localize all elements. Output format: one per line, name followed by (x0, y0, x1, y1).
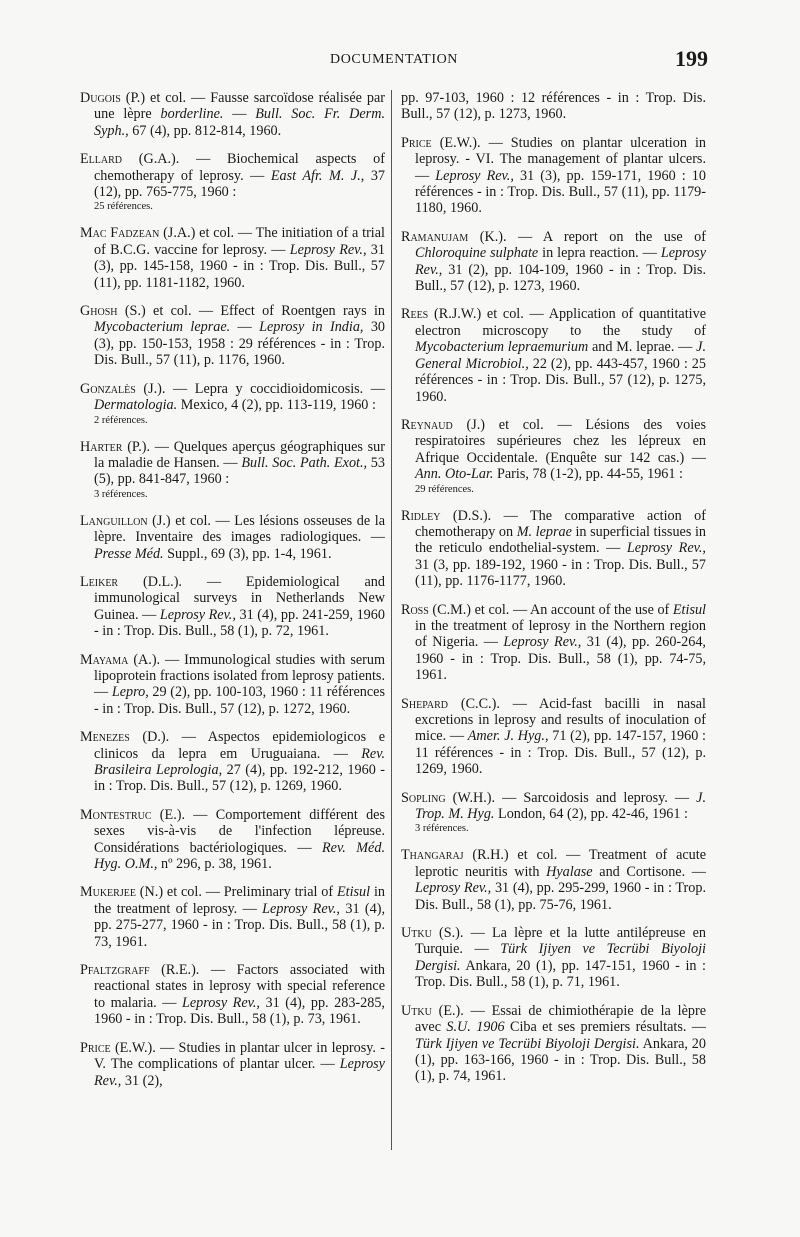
entry-details: 53 (5), pp. 841-847, 1960 : (94, 454, 385, 488)
entry-text: — (223, 106, 256, 123)
entry-italic-title: Mycobacterium leprae. (94, 319, 231, 336)
entry-author: Leiker (80, 573, 119, 590)
entry-journal: Ann. Oto-Lar. (415, 466, 494, 483)
entry-author: Mac Fadzean (80, 225, 160, 242)
entry-text: (J.). — Lepra y coccidioidomicosis. — (135, 380, 385, 397)
page-number: 199 (675, 46, 708, 71)
entry-author: Ghosh (80, 303, 118, 320)
entry-author: Sopling (401, 789, 446, 806)
entry-journal: Leprosy Rev., (503, 634, 582, 651)
entry-reference-count: 2 références. (94, 414, 148, 426)
entry-text: (R.H.) et col. — Treatment of acute leprotic neuritis with (415, 847, 706, 880)
entry-italic-title: Chloroquine sulphate (415, 245, 539, 262)
entry-text: (S.). — La lèpre et la lutte antilépreuse en Turquie. — (415, 925, 706, 958)
right-column (401, 90, 706, 1097)
entry-italic-title: Etisul (336, 884, 371, 901)
entry-author: Utku (401, 925, 432, 942)
entry-text: (R.J.W.) et col. — Application of quantitative electron microscopy to the study of (415, 306, 706, 339)
entry-author: Ridley (401, 507, 441, 524)
entry-journal: J. General Microbiol., (415, 339, 706, 372)
entry-text: (J.) et col. — Lésions des voies respiratoires supérieures chez les lépreux en Afrique Occidentale. (Enquête sur 142 cas.) — (415, 416, 706, 466)
bibliography-entry (401, 1003, 706, 1085)
entry-text: — (230, 319, 260, 336)
bibliography-entry (401, 508, 706, 590)
bibliography-entry (80, 652, 385, 718)
entry-text: (S.) et col. — Effect of Roentgen rays in (117, 303, 385, 320)
entry-text: (K.). — A report on the use of (468, 228, 706, 245)
entry-details: 31 (4), pp. 275-277, 1960 - in : Trop. Dis. Bull., 58 (1), p. 73, 1961. (94, 900, 385, 950)
entry-details: 31 (3), pp. 159-171, 1960 : 10 références - in : Trop. Dis. Bull., 57 (11), pp. 1179-1180, 1960. (415, 167, 706, 217)
entry-text: (C.M.) et col. — An account of the use of (428, 601, 673, 618)
entry-details: Paris, 78 (1-2), pp. 44-55, 1961 : (493, 466, 683, 483)
entry-author: Harter (80, 438, 123, 455)
entry-journal: Bull. Soc. Fr. Derm. Syph., (94, 106, 385, 139)
entry-details: nº 296, p. 38, 1961. (157, 856, 272, 873)
entry-author: Price (80, 1039, 111, 1056)
entry-text: (E.). — Essai de chimiothérapie de la lèpre avec (415, 1002, 706, 1036)
left-column (80, 90, 385, 1101)
entry-details: London, 64 (2), pp. 42-46, 1961 : (494, 806, 688, 823)
page-header (80, 46, 708, 76)
entry-journal: Türk Ijiyen ve Tecrübi Biyoloji Dergisi. (415, 941, 706, 974)
bibliography-entry (401, 90, 706, 123)
entry-text: (J.) et col. — Les lésions osseuses de la lèpre. Inventaire des images radiologiques. — (94, 512, 385, 546)
entry-details: 31 (3, pp. 189-192, 1960 - in : Trop. Dis. Bull., 57 (11), pp. 1176-1177, 1960. (415, 556, 706, 590)
entry-details: Suppl., 69 (3), pp. 1-4, 1961. (163, 545, 332, 562)
entry-journal: Amer. J. Hyg., (467, 728, 549, 745)
entry-italic-title: S.U. 1906 (446, 1019, 505, 1036)
entry-author: Rees (401, 306, 429, 323)
bibliography-entry (80, 151, 385, 213)
entry-journal: Leprosy Rev., (626, 540, 706, 557)
entry-text: and M. leprae. — (588, 339, 697, 356)
bibliography-entry (80, 807, 385, 873)
entry-details: Ankara, 20 (1), pp. 163-166, 1960 - in : Trop. Dis. Bull., 58 (1), p. 74, 1961. (415, 1035, 706, 1085)
entry-author: Reynaud (401, 416, 453, 433)
bibliography-entry (80, 513, 385, 562)
bibliography-entry (80, 381, 385, 427)
entry-author: Languillon (80, 512, 148, 529)
entry-journal: Rev. Méd. Hyg. O.M., (94, 839, 385, 873)
entry-details: 31 (4), pp. 241-259, 1960 - in : Trop. Dis. Bull., 58 (1), p. 72, 1961. (94, 606, 385, 640)
entry-details: 71 (2), pp. 147-157, 1960 : 11 références - in : Trop. Dis. Bull., 57 (12), p. 1269, 1960. (415, 728, 707, 778)
bibliography-entry (80, 574, 385, 640)
entry-text: and Cortisone. — (592, 863, 706, 880)
entry-text: (N.) et col. — Preliminary trial of (135, 884, 337, 901)
entry-italic-title: Etisul (672, 601, 706, 618)
entry-journal: Leprosy Rev., (94, 1056, 385, 1089)
entry-text: (D.). — Aspectos epidemiologicos e clinicos da lepra em Uruguaiana. — (94, 729, 385, 762)
bibliography-entry (80, 303, 385, 369)
entry-journal: Lepro, (111, 684, 149, 701)
entry-text: (D.S.). — The comparative action of chemotherapy on (415, 507, 706, 540)
entry-journal: Leprosy Rev., (181, 994, 260, 1011)
bibliography-entry (80, 729, 385, 795)
entry-text: (G.A.). — Biochemical aspects of chemotherapy of leprosy. — (94, 151, 385, 184)
bibliography-entry (80, 962, 385, 1028)
entry-details: 31 (4), pp. 283-285, 1960 - in : Trop. Dis. Bull., 58 (1), p. 73, 1961. (94, 994, 385, 1028)
bibliography-entry (401, 229, 706, 295)
entry-journal: Leprosy Rev., (415, 245, 707, 278)
entry-text: (P.) et col. — Fausse sarcoïdose réalisée par une lèpre (94, 90, 385, 123)
bibliography-entry (80, 90, 385, 139)
entry-author: Pfaltzgraff (80, 962, 150, 979)
entry-details: 31 (4), pp. 260-264, 1960 - in : Trop. Dis. Bull., 58 (1), pp. 74-75, 1961. (415, 634, 706, 684)
entry-details: 31 (4), pp. 295-299, 1960 - in : Trop. Dis. Bull., 58 (1), pp. 75-76, 1961. (415, 880, 706, 913)
entry-italic-title: M. leprae (516, 523, 572, 540)
entry-journal: J. Trop. M. Hyg. (415, 789, 706, 823)
entry-details: 27 (4), pp. 192-212, 1960 - in : Trop. Dis. Bull., 57 (12), p. 1269, 1960. (94, 762, 386, 795)
entry-text: in superficial tissues in the reticulo endothelial-system. — (415, 523, 706, 557)
bibliography-entry (80, 225, 385, 291)
entry-author: Price (401, 134, 432, 151)
entry-text: (A.). — Immunological studies with serum lipoprotein fractions isolated from leprosy patients. — (94, 651, 385, 701)
entry-reference-count: 25 références. (94, 201, 153, 213)
entry-italic-title: Hyalase (546, 863, 593, 880)
entry-text: in lepra reaction. — (538, 245, 661, 262)
bibliography-entry (80, 884, 385, 950)
entry-details: 37 (12), pp. 765-775, 1960 : (94, 167, 386, 201)
entry-journal: Leprosy Rev., (262, 900, 340, 917)
entry-text: in the treatment of leprosy in the Northern region of Nigeria. — (415, 617, 706, 651)
entry-text: (D.L.). — Epidemiological and immunological surveys in Netherlands New Guinea. — (94, 573, 385, 623)
entry-text: (E.). — Comportement différent des sexes vis-à-vis de l'infection lépreuse. Considérations bactériologiques. — (94, 806, 385, 856)
bibliography-entry (401, 417, 706, 496)
entry-author: Ramanujam (401, 228, 469, 245)
entry-text: (E.W.). — Studies in plantar ulcer in leprosy. - V. The complications of plantar ulcer. — (94, 1039, 385, 1073)
entry-details: Mexico, 4 (2), pp. 113-119, 1960 : (177, 397, 376, 414)
entry-journal: Leprosy Rev., (159, 606, 236, 623)
entry-text: pp. 97-103, 1960 : 12 références - in : Trop. Dis. Bull., 57 (12), p. 1273, 1960. (401, 90, 706, 123)
bibliography-entry (401, 602, 706, 684)
entry-journal: Rev. Brasileira Leprologia, (94, 745, 385, 778)
entry-italic-title: Mycobacterium lepraemurium (415, 339, 589, 356)
entry-author: Thangaraj (401, 847, 464, 864)
entry-author: Ellard (80, 151, 122, 168)
running-title: DOCUMENTATION (330, 52, 459, 67)
entry-journal: Presse Méd. (94, 545, 164, 562)
bibliography-entry (401, 925, 706, 991)
entry-journal: Bull. Soc. Path. Exot., (241, 454, 368, 471)
entry-text: (C.C.). — Acid-fast bacilli in nasal excretions in leprosy and results of inoculation of mice. — (415, 695, 706, 745)
entry-author: Gonzalès (80, 380, 136, 397)
entry-journal: Dermatologia. (94, 397, 178, 414)
entry-text: (J.A.) et col. — The initiation of a trial of B.C.G. vaccine for leprosy. — (94, 225, 385, 258)
bibliography-entry (401, 306, 706, 404)
entry-reference-count: 29 références. (415, 483, 474, 495)
column-divider (391, 90, 392, 1150)
bibliography-entry (80, 1040, 385, 1089)
entry-details: 67 (4), pp. 812-814, 1960. (128, 122, 282, 139)
entry-journal: Leprosy Rev., (435, 167, 514, 184)
entry-text: (R.E.). — Factors associated with reactional states in leprosy with special reference to malaria. — (94, 962, 385, 1011)
entry-text: (E.W.). — Studies on plantar ulceration in leprosy. - VI. The management of plantar ulcers. — (415, 134, 706, 184)
entry-reference-count: 3 références. (415, 823, 469, 835)
entry-journal: Leprosy Rev., (289, 241, 367, 258)
bibliography-entry (80, 439, 385, 501)
bibliography-entry (401, 847, 706, 913)
entry-details: 31 (2), (121, 1072, 163, 1089)
entry-author: Shepard (401, 695, 448, 712)
entry-author: Mayama (80, 651, 129, 668)
entry-journal: East Afr. M. J., (270, 167, 365, 184)
entry-reference-count: 3 références. (94, 488, 148, 500)
entry-text: Ciba et ses premiers résultats. — (504, 1019, 706, 1036)
bibliography-entry (401, 696, 706, 778)
entry-details: 29 (2), pp. 100-103, 1960 : 11 références - in : Trop. Dis. Bull., 57 (12), p. 1272, 1960. (94, 684, 386, 717)
entry-text: in the treatment of leprosy. — (94, 884, 385, 917)
entry-journal: Leprosy in India, (259, 319, 364, 336)
entry-author: Dugois (80, 90, 121, 106)
entry-journal: Türk Ijiyen ve Tecrübi Biyoloji Dergisi. (415, 1035, 640, 1052)
entry-details: 31 (3), pp. 145-158, 1960 - in : Trop. Dis. Bull., 57 (11), pp. 1181-1182, 1960. (94, 241, 385, 291)
entry-author: Ross (401, 601, 429, 618)
entry-details: 22 (2), pp. 443-457, 1960 : 25 références - in : Trop. Dis. Bull., 57 (12), p. 1275, 1960. (415, 355, 706, 405)
entry-text: (W.H.). — Sarcoidosis and leprosy. — (445, 789, 697, 806)
entry-author: Mukerjee (80, 884, 136, 901)
bibliography-entry (401, 135, 706, 217)
entry-author: Utku (401, 1002, 432, 1019)
entry-author: Montestruc (80, 806, 152, 823)
entry-text: (P.). — Quelques aperçus géographiques sur la maladie de Hansen. — (94, 438, 385, 471)
entry-details: 31 (2), pp. 104-109, 1960 - in : Trop. Dis. Bull., 57 (12), p. 1273, 1960. (415, 261, 706, 295)
entry-journal: Leprosy Rev., (415, 880, 492, 897)
entry-author: Menezes (80, 729, 130, 746)
entry-details: Ankara, 20 (1), pp. 147-151, 1960 - in : Trop. Dis. Bull., 58 (1), p. 71, 1961. (415, 957, 706, 991)
bibliography-entry (401, 790, 706, 836)
entry-details: 30 (3), pp. 150-153, 1958 : 29 références - in : Trop. Dis. Bull., 57 (11), p. 1176, 1960. (94, 319, 386, 369)
entry-italic-title: borderline. (160, 106, 224, 123)
